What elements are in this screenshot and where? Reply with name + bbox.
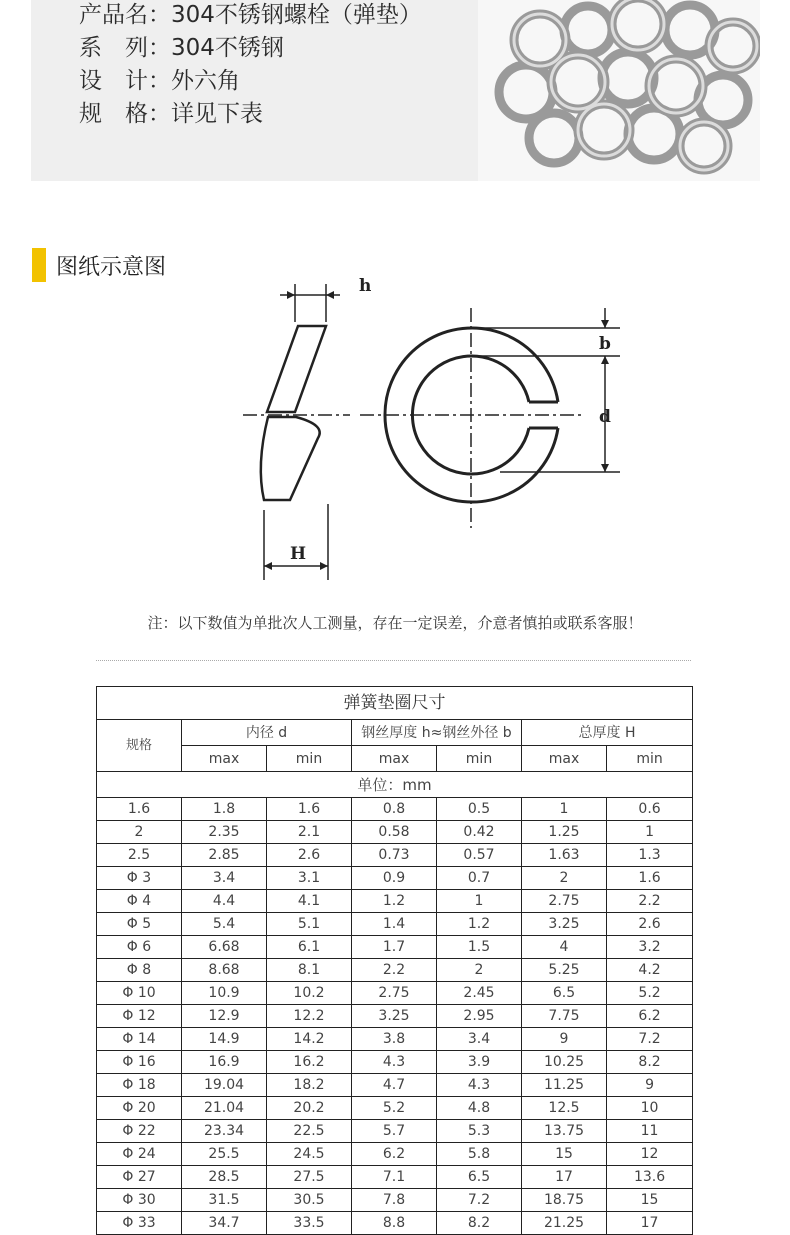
value-cell: 34.7 (182, 1212, 267, 1235)
value-cell: 12.9 (182, 1005, 267, 1028)
spec-cell: Φ 20 (97, 1097, 182, 1120)
spec-cell: Φ 18 (97, 1074, 182, 1097)
group-header-inner-diameter: 内径 d (182, 720, 352, 746)
measurement-note: 注：以下数值为单批次人工测量，存在一定误差，介意者慎拍或联系客服！ (147, 614, 643, 632)
value-cell: 5.7 (352, 1120, 437, 1143)
value-cell: 7.75 (522, 1005, 607, 1028)
table-row (97, 1028, 693, 1051)
value-cell: 4.3 (437, 1074, 522, 1097)
value-cell: 6.2 (352, 1143, 437, 1166)
subheader-min: min (437, 746, 522, 772)
value-cell: 14.9 (182, 1028, 267, 1051)
dotted-divider (96, 660, 691, 661)
value-cell: 11 (607, 1120, 693, 1143)
value-cell: 25.5 (182, 1143, 267, 1166)
value-cell: 18.2 (267, 1074, 352, 1097)
spec-cell: 2 (97, 821, 182, 844)
value-cell: 12.2 (267, 1005, 352, 1028)
value-cell: 2.75 (352, 982, 437, 1005)
washer-drawing (0, 260, 790, 590)
value-cell: 3.25 (522, 913, 607, 936)
value-cell: 2.85 (182, 844, 267, 867)
product-series-line: 系 列：304不锈钢 (79, 35, 284, 61)
value-cell: 33.5 (267, 1212, 352, 1235)
value-cell: 4.4 (182, 890, 267, 913)
value-cell: 30.5 (267, 1189, 352, 1212)
value-cell: 2.75 (522, 890, 607, 913)
value-cell: 18.75 (522, 1189, 607, 1212)
value-cell: 3.1 (267, 867, 352, 890)
spec-cell: Φ 3 (97, 867, 182, 890)
table-row (97, 913, 693, 936)
spec-cell: Φ 10 (97, 982, 182, 1005)
value-cell: 5.1 (267, 913, 352, 936)
value-cell: 2.1 (267, 821, 352, 844)
spec-cell: Φ 22 (97, 1120, 182, 1143)
value-cell: 0.73 (352, 844, 437, 867)
spec-table (96, 686, 693, 1235)
subheader-max: max (352, 746, 437, 772)
value-cell: 3.9 (437, 1051, 522, 1074)
unit-row: 单位：mm (97, 772, 693, 798)
value-cell: 0.7 (437, 867, 522, 890)
value-cell: 2.6 (267, 844, 352, 867)
value-cell: 28.5 (182, 1166, 267, 1189)
value-cell: 5.2 (607, 982, 693, 1005)
table-row (97, 1051, 693, 1074)
value-cell: 8.1 (267, 959, 352, 982)
group-header-wire-thickness: 钢丝厚度 h≈钢丝外径 b (352, 720, 522, 746)
value-cell: 3.4 (182, 867, 267, 890)
value-cell: 7.2 (607, 1028, 693, 1051)
section-title: 图纸示意图 (56, 254, 167, 280)
value-cell: 31.5 (182, 1189, 267, 1212)
value-cell: 15 (607, 1189, 693, 1212)
value-cell: 0.42 (437, 821, 522, 844)
subheader-max: max (522, 746, 607, 772)
value-cell: 8.2 (437, 1212, 522, 1235)
value-cell: 1.4 (352, 913, 437, 936)
value-cell: 9 (522, 1028, 607, 1051)
value-cell: 0.5 (437, 798, 522, 821)
washer-side-view (243, 284, 350, 580)
value-cell: 1.7 (352, 936, 437, 959)
value-cell: 4.8 (437, 1097, 522, 1120)
value-cell: 1 (522, 798, 607, 821)
value-cell: 20.2 (267, 1097, 352, 1120)
value-cell: 9 (607, 1074, 693, 1097)
spec-cell: 1.6 (97, 798, 182, 821)
value-cell: 4 (522, 936, 607, 959)
value-cell: 1 (437, 890, 522, 913)
table-row (97, 1005, 693, 1028)
table-row (97, 959, 693, 982)
group-header-total-thickness: 总厚度 H (522, 720, 693, 746)
spec-cell: Φ 8 (97, 959, 182, 982)
subheader-min: min (607, 746, 693, 772)
value-cell: 1.2 (437, 913, 522, 936)
value-cell: 16.9 (182, 1051, 267, 1074)
value-cell: 16.2 (267, 1051, 352, 1074)
table-row (97, 1189, 693, 1212)
value-cell: 1.25 (522, 821, 607, 844)
table-row (97, 1143, 693, 1166)
value-cell: 3.4 (437, 1028, 522, 1051)
value-cell: 4.3 (352, 1051, 437, 1074)
spec-cell: Φ 12 (97, 1005, 182, 1028)
spec-cell: Φ 27 (97, 1166, 182, 1189)
value-cell: 2.35 (182, 821, 267, 844)
value-cell: 3.2 (607, 936, 693, 959)
value-cell: 4.7 (352, 1074, 437, 1097)
table-row (97, 1212, 693, 1235)
subheader-max: max (182, 746, 267, 772)
value-cell: 11.25 (522, 1074, 607, 1097)
value-cell: 15 (522, 1143, 607, 1166)
value-cell: 0.6 (607, 798, 693, 821)
value-cell: 1.2 (352, 890, 437, 913)
spec-cell: Φ 5 (97, 913, 182, 936)
table-row (97, 798, 693, 821)
label-H: H (290, 544, 307, 564)
value-cell: 6.5 (522, 982, 607, 1005)
value-cell: 10.2 (267, 982, 352, 1005)
value-cell: 0.8 (352, 798, 437, 821)
value-cell: 21.25 (522, 1212, 607, 1235)
table-row (97, 1074, 693, 1097)
value-cell: 5.8 (437, 1143, 522, 1166)
value-cell: 1.8 (182, 798, 267, 821)
value-cell: 1 (607, 821, 693, 844)
value-cell: 4.2 (607, 959, 693, 982)
table-row (97, 982, 693, 1005)
value-cell: 1.5 (437, 936, 522, 959)
label-h: h (359, 276, 372, 296)
value-cell: 5.3 (437, 1120, 522, 1143)
value-cell: 19.04 (182, 1074, 267, 1097)
value-cell: 21.04 (182, 1097, 267, 1120)
value-cell: 8.68 (182, 959, 267, 982)
spec-cell: Φ 30 (97, 1189, 182, 1212)
subheader-min: min (267, 746, 352, 772)
value-cell: 12 (607, 1143, 693, 1166)
value-cell: 14.2 (267, 1028, 352, 1051)
table-row (97, 936, 693, 959)
spec-cell: Φ 6 (97, 936, 182, 959)
value-cell: 12.5 (522, 1097, 607, 1120)
table-row (97, 844, 693, 867)
value-cell: 2.2 (352, 959, 437, 982)
value-cell: 13.6 (607, 1166, 693, 1189)
value-cell: 6.2 (607, 1005, 693, 1028)
washer-front-view (360, 308, 620, 528)
table-row (97, 1097, 693, 1120)
spec-cell: Φ 24 (97, 1143, 182, 1166)
table-row (97, 821, 693, 844)
value-cell: 17 (522, 1166, 607, 1189)
spec-cell: Φ 4 (97, 890, 182, 913)
product-name-line: 产品名：304不锈钢螺栓（弹垫） (79, 2, 422, 28)
spec-cell: Φ 14 (97, 1028, 182, 1051)
value-cell: 8.8 (352, 1212, 437, 1235)
value-cell: 2 (522, 867, 607, 890)
product-banner (31, 0, 760, 181)
value-cell: 5.2 (352, 1097, 437, 1120)
value-cell: 2.95 (437, 1005, 522, 1028)
value-cell: 7.8 (352, 1189, 437, 1212)
value-cell: 1.6 (267, 798, 352, 821)
value-cell: 0.57 (437, 844, 522, 867)
value-cell: 7.1 (352, 1166, 437, 1189)
value-cell: 0.58 (352, 821, 437, 844)
table-row (97, 890, 693, 913)
value-cell: 6.5 (437, 1166, 522, 1189)
spec-header: 规格 (97, 720, 182, 772)
value-cell: 22.5 (267, 1120, 352, 1143)
spec-cell: 2.5 (97, 844, 182, 867)
value-cell: 10.25 (522, 1051, 607, 1074)
label-d: d (599, 407, 611, 427)
spec-cell: Φ 33 (97, 1212, 182, 1235)
product-info (79, 0, 422, 132)
value-cell: 8.2 (607, 1051, 693, 1074)
value-cell: 4.1 (267, 890, 352, 913)
product-design-line: 设 计：外六角 (79, 68, 240, 94)
table-row (97, 1166, 693, 1189)
label-b: b (599, 334, 611, 354)
value-cell: 1.3 (607, 844, 693, 867)
value-cell: 17 (607, 1212, 693, 1235)
product-spec-line: 规 格：详见下表 (79, 101, 263, 127)
value-cell: 6.68 (182, 936, 267, 959)
value-cell: 5.25 (522, 959, 607, 982)
value-cell: 0.9 (352, 867, 437, 890)
value-cell: 13.75 (522, 1120, 607, 1143)
value-cell: 23.34 (182, 1120, 267, 1143)
value-cell: 1.63 (522, 844, 607, 867)
table-caption: 弹簧垫圈尺寸 (97, 687, 693, 720)
value-cell: 2.45 (437, 982, 522, 1005)
spec-cell: Φ 16 (97, 1051, 182, 1074)
value-cell: 5.4 (182, 913, 267, 936)
value-cell: 2.6 (607, 913, 693, 936)
value-cell: 6.1 (267, 936, 352, 959)
value-cell: 7.2 (437, 1189, 522, 1212)
value-cell: 10.9 (182, 982, 267, 1005)
washers-photo (478, 0, 760, 181)
value-cell: 2 (437, 959, 522, 982)
value-cell: 27.5 (267, 1166, 352, 1189)
value-cell: 10 (607, 1097, 693, 1120)
value-cell: 3.8 (352, 1028, 437, 1051)
value-cell: 24.5 (267, 1143, 352, 1166)
value-cell: 3.25 (352, 1005, 437, 1028)
value-cell: 2.2 (607, 890, 693, 913)
table-row (97, 867, 693, 890)
table-row (97, 1120, 693, 1143)
value-cell: 1.6 (607, 867, 693, 890)
